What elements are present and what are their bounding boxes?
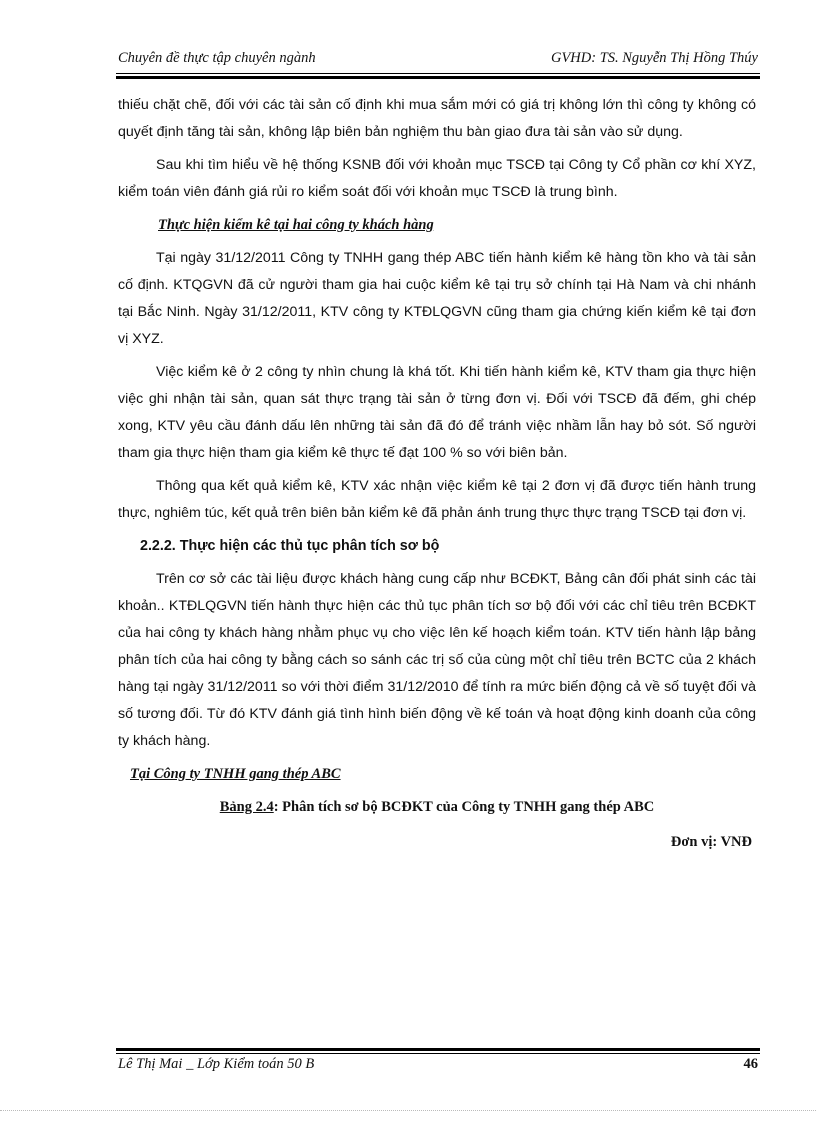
subheading-company-abc: Tại Công ty TNHH gang thép ABC	[130, 766, 341, 782]
body-content	[118, 92, 756, 856]
section-heading-2-2-2: 2.2.2. Thực hiện các thủ tục phân tích sơ bộ	[140, 538, 440, 554]
page-header	[118, 48, 758, 70]
subheading-inventory-count: Thực hiện kiểm kê tại hai công ty khách hàng	[158, 217, 434, 233]
unit-label: Đơn vị: VNĐ	[670, 834, 752, 850]
table-caption	[118, 794, 756, 821]
footer-author: Lê Thị Mai _ Lớp Kiểm toán 50 B	[118, 1056, 315, 1072]
paragraph-2: Sau khi tìm hiểu về hệ thống KSNB đối với khoản mục TSCĐ tại Công ty Cổ phần cơ khí XYZ, kiểm toán viên đánh giá rủi ro kiểm soát đối với khoản mục TSCĐ là trung bình.	[118, 157, 756, 200]
header-supervisor: GVHD: TS. Nguyễn Thị Hồng Thúy	[550, 50, 758, 66]
paragraph-3: Tại ngày 31/12/2011 Công ty TNHH gang thép ABC tiến hành kiểm kê hàng tồn kho và tài sản cố định. KTQGVN đã cử người tham gia hai cuộc kiểm kê tại trụ sở chính tại Hà Nam và chi nhánh tại Bắc Ninh. Ngày 31/12/2011, KTV công ty KTĐLQGVN cũng tham gia chứng kiến kiểm kê tại đơn vị XYZ.	[118, 250, 756, 347]
header-rule-thick	[116, 76, 760, 79]
paragraph-6: Trên cơ sở các tài liệu được khách hàng cung cấp như BCĐKT, Bảng cân đối phát sinh các tài khoản.. KTĐLQGVN tiến hành thực hiện các thủ tục phân tích sơ bộ đối với các chỉ tiêu trên BCĐKT của hai công ty khách hàng nhằm phục vụ cho việc lên kế hoạch kiểm toán. KTV tiến hành lập bảng phân tích của hai công ty bằng cách so sánh các trị số của cùng một chỉ tiêu trên BCTC của 2 khách hàng tại ngày 31/12/2011 so với thời điểm 31/12/2010 để tính ra mức biến động cả về số tuyệt đối và số tương đối. Từ đó KTV đánh giá tình hình biến động về kế toán và hoạt động kinh doanh của công ty khách hàng.	[118, 571, 756, 749]
paragraph-1: thiếu chặt chẽ, đối với các tài sản cố định khi mua sắm mới có giá trị không lớn thì công ty không có quyết định tăng tài sản, không lập biên bản nghiệm thu bàn giao đưa tài sản vào sử dụng.	[118, 97, 756, 140]
header-rule-thin	[116, 73, 760, 74]
table-caption-text: : Phân tích sơ bộ BCĐKT của Công ty TNHH gang thép ABC	[273, 799, 655, 815]
paragraph-4: Việc kiểm kê ở 2 công ty nhìn chung là khá tốt. Khi tiến hành kiểm kê, KTV tham gia thực hiện việc ghi nhận tài sản, quan sát thực trạng tài sản ở từng đơn vị. Đối với TSCĐ đã đếm, ghi chép xong, KTV yêu cầu đánh dấu lên những tài sản đã đó để tránh việc nhầm lẫn hay bỏ sót. Số người tham gia thực hiện tham gia kiểm kê thực tế đạt 100 % so với biên bản.	[118, 364, 756, 461]
page-footer	[118, 1056, 758, 1078]
paragraph-5: Thông qua kết quả kiểm kê, KTV xác nhận việc kiểm kê tại 2 đơn vị đã được tiến hành trung thực, nghiêm túc, kết quả trên biên bản kiểm kê đã phản ánh trung thực thực trạng TSCĐ tại đơn vị.	[118, 478, 756, 521]
footer-rule-thick	[116, 1048, 760, 1051]
header-course-title: Chuyên đề thực tập chuyên ngành	[118, 50, 316, 66]
page-number: 46	[743, 1056, 758, 1072]
table-caption-label: Bảng 2.4	[219, 799, 274, 815]
page-edge-dotted	[0, 1110, 816, 1111]
footer-rule-thin	[116, 1053, 760, 1054]
